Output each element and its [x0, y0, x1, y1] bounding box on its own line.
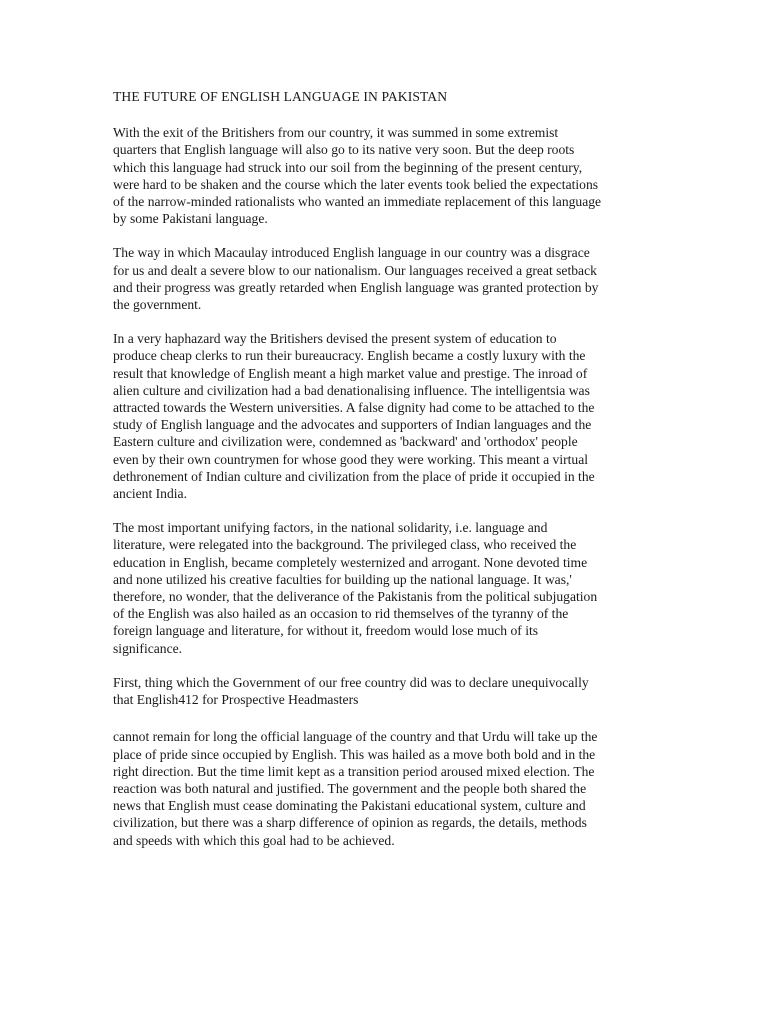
text-line: for us and dealt a severe blow to our nationalism. Our languages received a great setback	[113, 262, 597, 278]
paragraph	[113, 519, 673, 657]
text-line: even by their own countrymen for whose good they were working. This meant a virtual	[113, 451, 589, 467]
paragraph	[113, 244, 673, 313]
text-line: foreign language and literature, for without it, freedom would lose much of its	[113, 623, 539, 639]
text-line: and none utilized his creative faculties for building up the national language. It was,'	[113, 571, 572, 587]
paragraph	[113, 124, 673, 227]
text-line: reaction was both natural and justified. The government and the people both shared the	[113, 780, 587, 796]
text-line: civilization, but there was a sharp difference of opinion as regards, the details, methods	[113, 815, 587, 831]
text-line: news that English must cease dominating the Pakistani educational system, culture and	[113, 798, 586, 814]
text-line: The way in which Macaulay introduced English language in our country was a disgrace	[113, 245, 590, 261]
text-line: which this language had struck into our soil from the beginning of the present century,	[113, 159, 583, 175]
text-line: were hard to be shaken and the course which the later events took belied the expectations	[113, 176, 599, 192]
text-line: attracted towards the Western universities. A false dignity had come to be attached to the	[113, 400, 595, 416]
text-line: dethronement of Indian culture and civilization from the place of pride it occupied in the	[113, 468, 595, 484]
text-line: study of English language and the advocates and supporters of Indian languages and the	[113, 417, 592, 433]
text-line: place of pride since occupied by English. This was hailed as a move both bold and in the	[113, 746, 596, 762]
text-line: With the exit of the Britishers from our country, it was summed in some extremist	[113, 125, 559, 141]
text-line: In a very haphazard way the Britishers devised the present system of education to	[113, 331, 557, 347]
text-line: education in English, became completely westernized and arrogant. None devoted time	[113, 554, 588, 570]
text-line: of the narrow-minded rationalists who wanted an immediate replacement of this language	[113, 194, 602, 210]
text-line: and speeds with which this goal had to be achieved.	[113, 832, 395, 848]
paragraph	[113, 330, 673, 502]
text-line: cannot remain for long the official language of the country and that Urdu will take up the	[113, 729, 598, 745]
text-line: result that knowledge of English meant a high market value and prestige. The inroad of	[113, 365, 588, 381]
text-line: quarters that English language will also go to its native very soon. But the deep roots	[113, 142, 575, 158]
text-line: ancient India.	[113, 486, 187, 502]
text-line: significance.	[113, 640, 183, 656]
document-title: THE FUTURE OF ENGLISH LANGUAGE IN PAKISTAN	[113, 89, 448, 104]
text-line: the government.	[113, 297, 202, 313]
text-line: therefore, no wonder, that the deliverance of the Pakistanis from the political subjugation	[113, 589, 598, 605]
text-line: right direction. But the time limit kept as a transition period aroused mixed election. The	[113, 763, 595, 779]
text-line: Eastern culture and civilization were, condemned as 'backward' and 'orthodox' people	[113, 434, 578, 450]
paragraph	[113, 728, 673, 848]
text-line: The most important unifying factors, in the national solidarity, i.e. language and	[113, 520, 548, 536]
paragraph	[113, 674, 673, 708]
text-line: that English412 for Prospective Headmasters	[113, 692, 359, 708]
text-line: and their progress was greatly retarded when English language was granted protection by	[113, 279, 599, 295]
text-line: literature, were relegated into the background. The privileged class, who received the	[113, 537, 577, 553]
text-line: alien culture and civilization had a bad denationalising influence. The intelligentsia was	[113, 382, 590, 398]
text-line: of the English was also hailed as an occasion to rid themselves of the tyranny of the	[113, 606, 569, 622]
document-page	[113, 88, 673, 866]
text-line: by some Pakistani language.	[113, 211, 268, 227]
text-line: produce cheap clerks to run their bureaucracy. English became a costly luxury with the	[113, 348, 586, 364]
text-line: First, thing which the Government of our free country did was to declare unequivocally	[113, 674, 589, 690]
document-body	[113, 124, 673, 849]
